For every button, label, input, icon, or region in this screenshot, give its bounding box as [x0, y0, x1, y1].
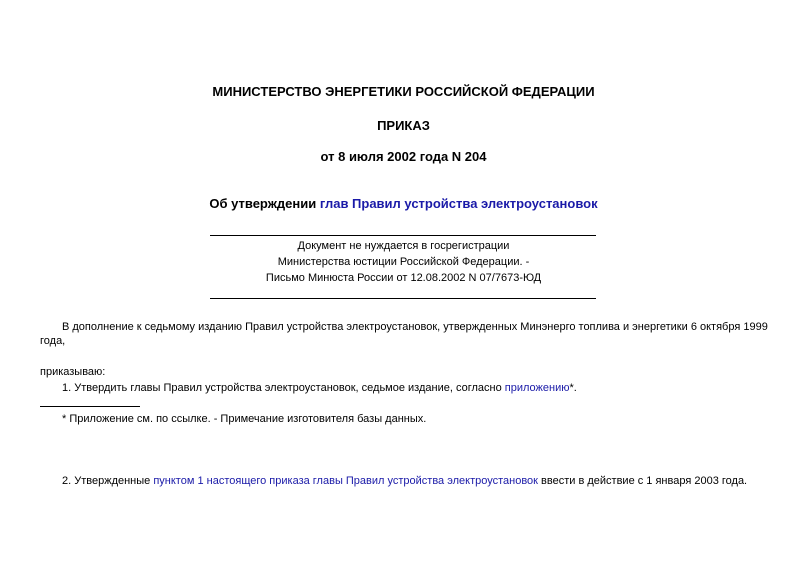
document-date-number: от 8 июля 2002 года N 204 [320, 149, 487, 164]
order-item-1-text: 1. Утвердить главы Правил устройства электроустановок, седьмое издание, согласно [62, 382, 505, 394]
registration-bottom-rule [210, 298, 596, 299]
order-item-2 [62, 475, 747, 487]
item-1-reference-link[interactable]: пунктом 1 настоящего приказа главы Правил устройства электроустановок [153, 475, 538, 487]
intro-paragraph-line-1: В дополнение к седьмому изданию Правил устройства электроустановок, утвержденных Минэнерго топлива и энергетики 6 октября 1999 [62, 321, 768, 333]
footnote: * Приложение см. по ссылке. - Примечание изготовителя базы данных. [62, 413, 427, 425]
document-title-prefix: Об утверждении [209, 196, 320, 211]
registration-top-rule [210, 235, 596, 236]
ministry-heading: МИНИСТЕРСТВО ЭНЕРГЕТИКИ РОССИЙСКОЙ ФЕДЕРАЦИИ [212, 84, 595, 99]
document-title [0, 196, 807, 211]
intro-paragraph-line-2: года, [40, 335, 66, 347]
order-item-1-suffix: *. [569, 382, 577, 394]
order-word: приказываю: [40, 366, 106, 378]
document-type-heading: ПРИКАЗ [377, 118, 430, 133]
order-item-1 [62, 382, 577, 394]
document-title-link[interactable]: глав Правил устройства электроустановок [319, 196, 598, 211]
registration-note-line-2: Министерства юстиции Российской Федерации. - [277, 256, 530, 268]
footnote-rule [40, 406, 140, 407]
appendix-link[interactable]: приложению [504, 382, 570, 394]
order-item-2-suffix: ввести в действие с 1 января 2003 года. [537, 475, 748, 487]
registration-note-line-1: Документ не нуждается в госрегистрации [297, 240, 510, 252]
registration-note-line-3: Письмо Минюста России от 12.08.2002 N 07/7673-ЮД [265, 272, 542, 284]
order-item-2-prefix: 2. Утвержденные [62, 475, 154, 487]
